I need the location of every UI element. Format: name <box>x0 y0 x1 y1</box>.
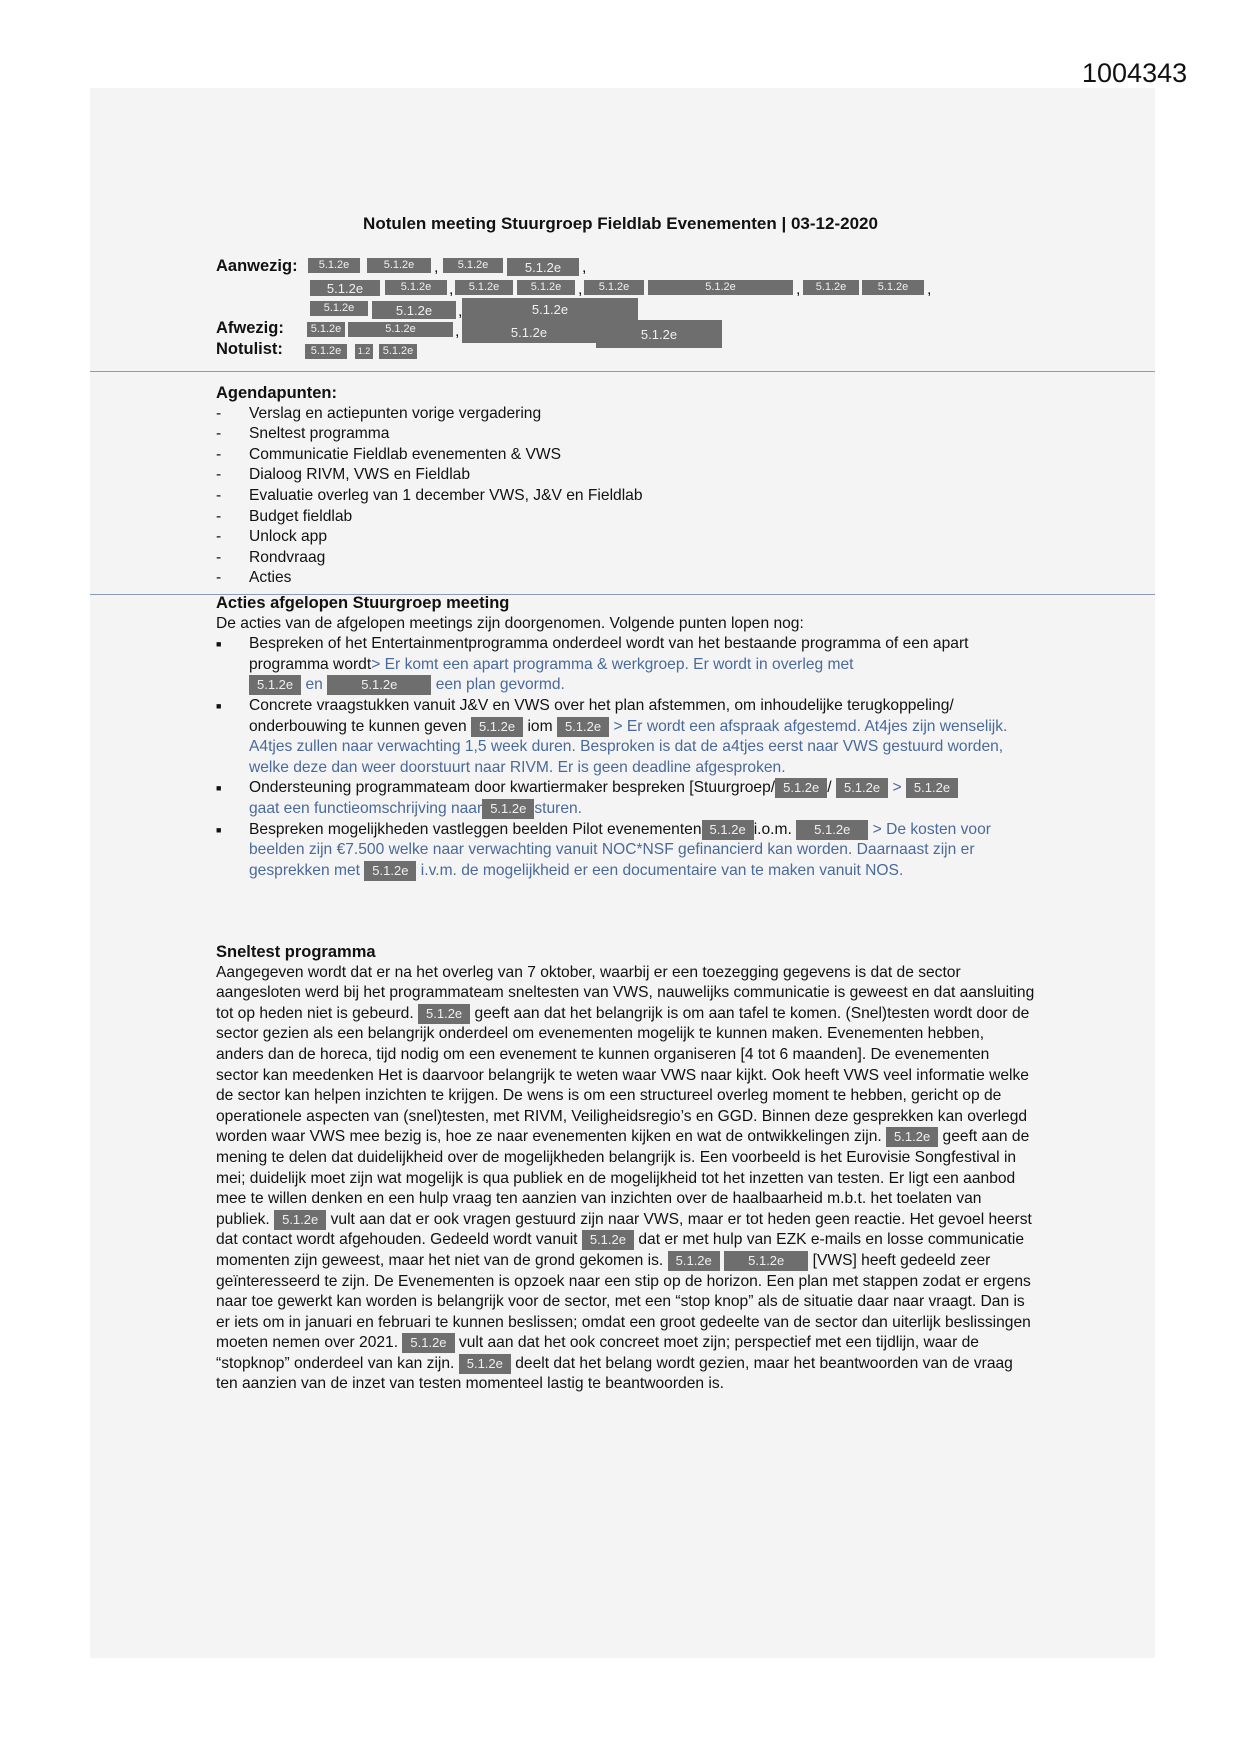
redaction-box: 5.1.2e <box>557 717 609 737</box>
redaction-box: 5.1.2e <box>702 820 754 840</box>
redaction-box: 5.1.2e <box>274 1210 326 1230</box>
redaction-box: 5.1.2e <box>249 675 301 695</box>
redaction-box: 5.1.2e <box>906 778 958 798</box>
action-item: ■ Concrete vraagstukken vanuit J&V en VWS over het plan afstemmen, om inhoudelijke terugkoppeling/ onderbouwing te kunnen geven 5.1.2e iom 5.1.2e > Er wordt een afspraak afgestemd. At4jes zijn wenselijk. A4tjes zullen naar verwachting 1,5 week duren. Besproken is dat de a4tjes eerst naar VWS gestuurd worden, welke deze dan weer doorstuurt naar RIVM. Er is geen deadline afgesproken. <box>216 696 1036 778</box>
redaction-box: 5.1.2e <box>482 799 534 819</box>
redaction-box: 5.1.2e <box>308 258 360 273</box>
redaction-box: 5.1.2e <box>372 301 456 319</box>
redaction-box: 5.1.2e <box>862 280 924 295</box>
redaction-box: 5.1.2e <box>803 280 859 295</box>
redaction-box: 5.1.2e <box>584 280 644 295</box>
actions-intro: De acties van de afgelopen meetings zijn doorgenomen. Volgende punten lopen nog: <box>216 614 804 632</box>
redaction-box: 5.1.2e <box>310 280 380 296</box>
agenda-item: - Unlock app <box>216 527 1036 548</box>
redaction-box: 5.1.2e <box>724 1251 808 1271</box>
agenda-item: - Verslag en actiepunten vorige vergadering <box>216 404 1036 425</box>
document-id: 1004343 <box>1082 58 1188 88</box>
agenda-item: - Sneltest programma <box>216 424 1036 445</box>
redaction-box: 5.1.2e <box>462 298 638 321</box>
redaction-box: 5.1.2e <box>596 320 722 348</box>
redaction-box: 5.1.2e <box>507 258 579 276</box>
action-item: ■ Bespreken mogelijkheden vastleggen beelden Pilot evenementen 5.1.2e i.o.m. 5.1.2e > De kosten voor beelden zijn €7.500 welke naar verwachting vanuit NOC*NSF gefinancierd kan worden. Daarnaast zijn er gesprekken met 5.1.2e i.v.m. de mogelijkheid er een documentaire van te maken vanuit NOS. <box>216 820 1036 882</box>
agenda-item: - Dialoog RIVM, VWS en Fieldlab <box>216 465 1036 486</box>
redaction-box: 5.1.2e <box>836 778 888 798</box>
redaction-box: 5.1.2e <box>886 1127 938 1147</box>
sneltest-heading: Sneltest programma <box>216 943 376 961</box>
document-title: Notulen meeting Stuurgroep Fieldlab Evenementen | 03-12-2020 <box>363 214 878 233</box>
redaction-box: 5.1.2e <box>327 675 431 695</box>
agenda-heading: Agendapunten: <box>216 384 337 402</box>
agenda-item: - Acties <box>216 568 1036 589</box>
redaction-box: 5.1.2e <box>775 778 827 798</box>
redaction-box: 5.1.2e <box>796 820 868 840</box>
redaction-box: 5.1.2e <box>648 280 793 295</box>
redaction-box: 1.2 <box>355 344 373 359</box>
redaction-box: 5.1.2e <box>582 1230 634 1250</box>
redaction-box: 5.1.2e <box>462 321 596 343</box>
redaction-box: 5.1.2e <box>443 258 503 273</box>
agenda-section <box>216 383 1036 589</box>
redaction-box: 5.1.2e <box>310 301 368 316</box>
agenda-item: - Budget fieldlab <box>216 507 1036 528</box>
sneltest-paragraph: Aangegeven wordt dat er na het overleg van 7 oktober, waarbij er een toezegging gegevens is dat de sector aangesloten werd bij het programmateam sneltesten van VWS, nauwelijks communicatie is geweest en dat aansluiting tot op heden niet is gebeurd. 5.1.2e geeft aan dat het belangrijk is om aan tafel te komen. (Snel)testen wordt door de sector gezien als een belangrijk onderdeel om evenementen mogelijk te kunnen maken. Evenementen hebben, anders dan de horeca, tijd nodig om een evenement te kunnen organiseren [4 tot 6 maanden]. De evenementen sector kan meedenken Het is daarvoor belangrijk te weten waar VWS naar kijkt. Ook heeft VWS veel informatie welke de sector kan helpen inzichten te krijgen. De wens is om een structureel overleg moment te hebben, gericht op de operationele aspecten van (snel)testen, met RIVM, Veiligheidsregio’s en GGD. Binnen deze gesprekken kan overlegd worden waar VWS mee bezig is, hoe ze naar evenementen kijken en wat de ontwikkelingen zijn. 5.1.2e geeft aan de mening te delen dat duidelijkheid over de mogelijkheden belangrijk is. Een voorbeeld is het Eurovisie Songfestival in mei; duidelijk moet zijn wat mogelijk is qua publiek en de mogelijkheid tot het inzetten van testen. Er ligt een aanbod mee te willen denken en een hulp vraag ten aanzien van inzichten over de haalbaarheid m.b.t. het toelaten van publiek. 5.1.2e vult aan dat er ook vragen gestuurd zijn naar VWS, maar er tot heden geen reactie. Het gevoel heerst dat contact wordt afgehouden. Gedeeld wordt vanuit 5.1.2e dat er met hulp van EZK e-mails en losse communicatie momenten zijn geweest, maar het niet van de grond gekomen is. 5.1.2e 5.1.2e [VWS] heeft gedeeld zeer geïnteresseerd te zijn. De Evenementen is opzoek naar een stip op de horizon. Een plan met stappen zodat er ergens naar toe gewerkt kan worden is belangrijk voor de sector, met een “stop knop” als de situatie daar naar vraagt. Dan is er iets om in januari en februari te kunnen beslissen; omdat een groot gedeelte van de sector dan uiterlijk beslissingen moeten nemen over 2021. 5.1.2e vult aan dat het ook concreet moet zijn; perspectief met een tijdlijn, waar de “stopknop” onderdeel van kan zijn. 5.1.2e deelt dat het belang wordt gezien, maar het beantwoorden van de vraag ten aanzien van de inzet van testen momenteel lastig te beantwoorden is. <box>216 963 1035 1393</box>
redaction-box: 5.1.2e <box>385 280 447 295</box>
redaction-box: 5.1.2e <box>471 717 523 737</box>
redaction-box: 5.1.2e <box>364 861 416 881</box>
actions-list <box>216 634 1036 881</box>
divider <box>90 371 1155 372</box>
redaction-box: 5.1.2e <box>517 280 575 295</box>
action-item: ■ Ondersteuning programmateam door kwartiermaker bespreken [Stuurgroep/ 5.1.2e / 5.1.2e > 5.1.2e gaat een functieomschrijving naar 5.1.2e sturen. <box>216 778 1036 819</box>
actions-heading: Acties afgelopen Stuurgroep meeting <box>216 594 510 612</box>
redaction-box: 5.1.2e <box>418 1004 470 1024</box>
redaction-box: 5.1.2e <box>348 322 453 337</box>
redaction-box: 5.1.2e <box>367 258 431 273</box>
redaction-box: 5.1.2e <box>668 1251 720 1271</box>
redaction-box: 5.1.2e <box>455 280 513 295</box>
redaction-box: 5.1.2e <box>305 344 347 359</box>
minute-taker-label: Notulist: <box>216 340 283 358</box>
action-item: ■ Bespreken of het Entertainmentprogramma onderdeel wordt van het bestaande programma of een apart programma wordt> Er komt een apart programma & werkgroep. Er wordt in overleg met 5.1.2e en 5.1.2e een plan gevormd. <box>216 634 1036 696</box>
absent-label: Afwezig: <box>216 319 284 337</box>
redaction-box: 5.1.2e <box>307 322 345 337</box>
redaction-box: 5.1.2e <box>402 1333 454 1353</box>
actions-section <box>216 593 1036 881</box>
sneltest-section <box>216 942 1036 1395</box>
agenda-item: - Rondvraag <box>216 548 1036 569</box>
agenda-item: - Evaluatie overleg van 1 december VWS, J&V en Fieldlab <box>216 486 1036 507</box>
agenda-item: - Communicatie Fieldlab evenementen & VWS <box>216 445 1036 466</box>
redaction-box: 5.1.2e <box>459 1354 511 1374</box>
agenda-list <box>216 404 1036 589</box>
redaction-box: 5.1.2e <box>379 344 417 359</box>
present-label: Aanwezig: <box>216 257 298 275</box>
